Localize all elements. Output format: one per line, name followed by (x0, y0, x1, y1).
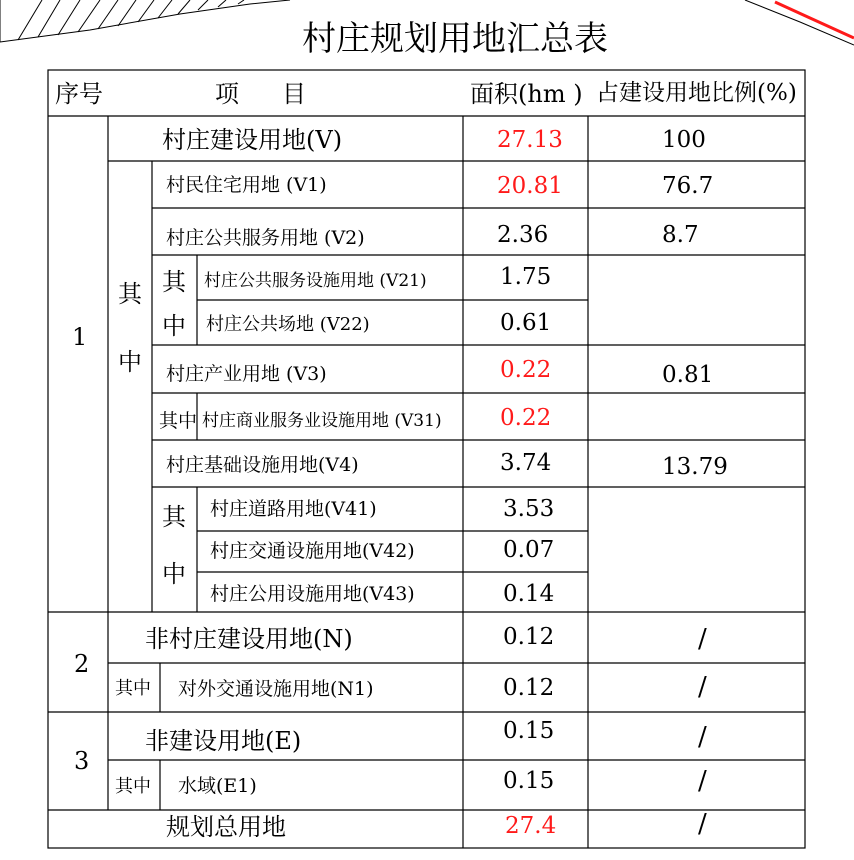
row-area: 0.07 (503, 537, 555, 563)
section-no: 3 (74, 747, 90, 775)
row-name: 非村庄建设用地(N) (145, 625, 353, 653)
section-no: 1 (72, 323, 88, 351)
of-which-label: 其中 (115, 678, 151, 699)
row-name: 村庄交通设施用地(V42) (210, 540, 415, 562)
row-area: 1.75 (500, 264, 552, 290)
row-area: 0.22 (500, 357, 552, 383)
row-area: 3.74 (500, 450, 552, 476)
row-name: 对外交通设施用地(N1) (178, 678, 374, 700)
row-ratio: 0.81 (662, 362, 714, 388)
map-road-line (775, 2, 854, 38)
row-name: 村庄公共场地 (V22) (206, 314, 370, 335)
row-area: 27.13 (497, 127, 563, 153)
of-which-label: 其 (118, 280, 142, 308)
row-area: 0.12 (503, 675, 555, 701)
of-which-label: 其 (162, 503, 186, 531)
of-which-label: 其 (162, 268, 186, 296)
row-ratio: / (698, 722, 707, 752)
row-area: 27.4 (505, 813, 557, 839)
row-ratio: 8.7 (662, 222, 699, 248)
row-area: 0.15 (503, 768, 555, 794)
row-name: 村民住宅用地 (V1) (166, 174, 327, 196)
row-area: 20.81 (497, 173, 563, 199)
of-which-label: 其中 (115, 776, 151, 797)
of-which-label: 中 (118, 348, 142, 376)
row-area: 0.15 (503, 718, 555, 744)
row-name: 水域(E1) (178, 775, 257, 797)
page-title: 村庄规划用地汇总表 (302, 19, 608, 59)
of-which-label: 中 (162, 312, 186, 340)
row-area: 0.22 (500, 405, 552, 431)
header-ratio: 占建设用地比例(%) (596, 80, 797, 106)
row-area: 2.36 (497, 222, 549, 248)
row-area: 3.53 (503, 496, 555, 522)
row-ratio: 13.79 (662, 454, 728, 480)
header-area: 面积(hm ) (470, 80, 583, 108)
row-ratio: 76.7 (662, 173, 714, 199)
header-item-1: 项 (215, 80, 239, 108)
row-name: 村庄公共服务用地 (V2) (166, 227, 365, 249)
row-ratio: / (698, 672, 707, 702)
row-area: 0.14 (503, 581, 555, 607)
row-name: 村庄公用设施用地(V43) (210, 583, 415, 605)
row-name: 村庄基础设施用地(V4) (166, 454, 359, 476)
row-ratio: / (698, 809, 707, 839)
row-name: 村庄产业用地 (V3) (166, 363, 327, 385)
header-item-2: 目 (282, 80, 306, 108)
of-which-label: 中 (162, 560, 186, 588)
row-ratio: / (698, 624, 707, 654)
row-area: 0.61 (500, 310, 552, 336)
row-ratio: 100 (662, 127, 706, 153)
header-no: 序号 (55, 80, 103, 108)
row-ratio: / (698, 766, 707, 796)
row-name: 规划总用地 (166, 813, 286, 841)
row-area: 0.12 (503, 624, 555, 650)
row-name: 村庄商业服务业设施用地 (V31) (202, 411, 442, 431)
of-which-label: 其中 (159, 410, 198, 432)
row-name: 非建设用地(E) (145, 727, 302, 755)
row-name: 村庄道路用地(V41) (210, 498, 377, 520)
row-name: 村庄建设用地(V) (162, 126, 343, 154)
section-no: 2 (74, 650, 90, 678)
row-name: 村庄公共服务设施用地 (V21) (204, 271, 427, 291)
